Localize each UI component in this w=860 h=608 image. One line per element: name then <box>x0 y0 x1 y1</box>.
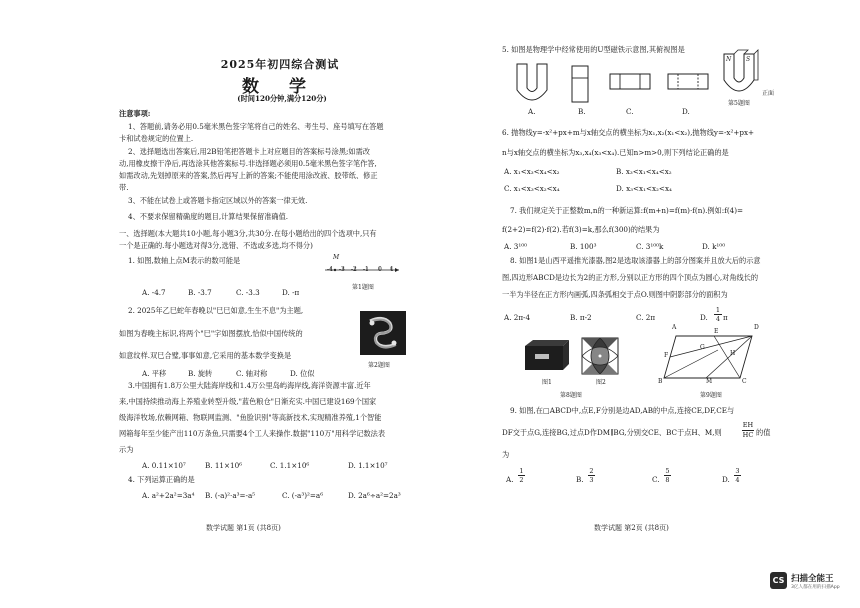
point-label-c: C <box>742 378 747 385</box>
q8-caption: 第8题图 <box>560 392 582 399</box>
q9-option-d: D. <box>722 475 730 484</box>
q2-line: 如意纹样.双巳合璧,事事如意,它采用的基本数学变换是 <box>119 351 292 360</box>
q9-option-a-fraction <box>518 467 525 484</box>
notice-line: 4、不要求保留精确度的题目,计算结果保留准确值. <box>128 212 289 221</box>
q1-option-b: B. -3.7 <box>188 288 212 297</box>
section-heading: 一个是正确的.每小题选对得3分,选错、不选或多选,均不得分) <box>119 241 313 250</box>
magnet-s-label: S <box>746 56 751 63</box>
exam-title: 2025年初四综合测试 <box>220 58 340 71</box>
eh-hc-ratio <box>742 421 754 440</box>
q1-caption: 第1题图 <box>352 284 374 291</box>
fraction-numerator: 3 <box>735 467 740 475</box>
point-label-b: B <box>658 378 663 385</box>
fig1-label: 图1 <box>542 379 552 386</box>
q9-option-b-fraction <box>588 467 595 484</box>
fraction-numerator: 1 <box>715 306 721 314</box>
q9-line: DF交于点G,连接BG,过点D作DM∥BG,分别交CE、BC于点H、M,则 <box>502 428 722 437</box>
q7-line: 7. 我们规定关于正整数m,n的一种新运算:f(m+n)=f(m)·f(n).例如:f(4)= <box>510 206 744 215</box>
point-label-a: A <box>672 324 677 331</box>
fraction-denominator: 4 <box>715 315 721 323</box>
q9-caption: 第9题图 <box>700 392 722 399</box>
q3-line: 网箱每年至少能产出110万条鱼,只需要4个工人来操作.数据"110万"用科学记数法表 <box>119 429 386 438</box>
notice-line: 带. <box>119 183 129 192</box>
q5-stem: 5. 如图是物理学中经常使用的U型磁铁示意图,其俯视图是 <box>502 45 685 54</box>
q3-line: 来,中国持续推动海上养殖业转型升级,"蓝色粮仓"日渐充实.中国已建设169个国家 <box>119 397 377 406</box>
q4-option-b: B. (-a)²·a³=-a⁵ <box>205 491 256 500</box>
q1-option-c: C. -3.3 <box>236 288 260 297</box>
q6-line: 6. 抛物线y=-x²+px+m与x轴交点的横坐标为x₁,x₂(x₁<x₂),抛物线y=-x²+px+ <box>502 128 755 137</box>
q3-option-c: C. 1.1×10⁶ <box>270 461 310 470</box>
q9-option-c: C. <box>652 475 660 484</box>
square-arcs-figure <box>580 336 620 376</box>
q9-option-b: B. <box>576 475 584 484</box>
q5-option-b-figure <box>570 64 590 104</box>
spring-festival-logo <box>360 311 406 355</box>
section-heading: 一、选择题(本大题共10小题,每小题3分,共30分.在每小题给出的四个选项中,只有 <box>119 229 377 238</box>
q1-stem: 1. 如图,数轴上点M表示的数可能是 <box>128 256 241 265</box>
q8-option-d-fraction <box>714 306 722 323</box>
subject-title: 数 学 <box>242 77 318 97</box>
point-m-label: M <box>333 254 340 261</box>
q2-option-a: A. 平移 <box>142 369 167 378</box>
notice-line: 1、答题前,请务必用0.5毫米黑色签字笔将自己的姓名、考生号、座号填写在答题 <box>128 122 384 131</box>
right-footer: 数学试题 第2页 (共8页) <box>594 524 669 532</box>
q8-option-a: A. 2π-4 <box>504 313 531 322</box>
right-page <box>430 0 860 608</box>
point-label-d: D <box>754 324 759 331</box>
point-label-e: E <box>714 328 719 335</box>
axis-tick-label: -4 <box>327 266 333 273</box>
q5-option-a-figure <box>515 62 549 104</box>
q2-line: 如图为春晚主标识,将两个"巳"字如图摆放,恰似中国传统的 <box>119 329 303 338</box>
q8-line: 图,四边形ABCD是边长为2的正方形,分别以正方形的四个顶点为圆心,对角线长的 <box>502 273 759 282</box>
watermark-subtitle: 3亿人都在用的扫描App <box>791 585 840 590</box>
q3-line: 示为 <box>119 445 134 454</box>
q5-option-d: D. <box>682 107 690 116</box>
fraction-numerator: 1 <box>519 467 524 475</box>
q7-option-b: B. 100³ <box>570 242 597 251</box>
q5-option-b: B. <box>578 107 586 116</box>
q8-option-d-prefix: D. <box>700 313 708 322</box>
q6-option-c: C. x₁<x₃<x₂<x₄ <box>504 184 560 193</box>
q8-option-c: C. 2π <box>636 313 656 322</box>
q2-caption: 第2题图 <box>368 362 390 369</box>
notice-heading: 注意事项: <box>119 109 151 118</box>
q4-stem: 4. 下列运算正确的是 <box>128 475 195 484</box>
q6-line: n与x轴交点的横坐标为x₃,x₄(x₃<x₄).已知n>m>0,则下列结论正确的是 <box>502 148 729 157</box>
axis-tick-label: 1 <box>390 266 394 273</box>
axis-tick-label: 0 <box>378 266 382 273</box>
point-label-m: M <box>706 378 713 385</box>
q9-line: 的值 <box>756 428 771 437</box>
q9-line: 9. 如图,在□ABCD中,点E,F分别是边AD,AB的中点,连接CE,DF,CE与 <box>510 406 735 415</box>
q1-option-a: A. -4.7 <box>142 288 166 297</box>
ratio-numerator: EH <box>742 421 754 429</box>
notice-line: 2、选择题选出答案后,用2B铅笔把答题卡上对应题目的答案标号涂黑;如需改 <box>128 147 370 156</box>
q6-option-d: D. x₃<x₁<x₂<x₄ <box>616 184 672 193</box>
q8-line: 一半为半径在正方形内画弧,四条弧相交于点O.则图中阴影部分的面积为 <box>502 290 728 299</box>
fraction-numerator: 2 <box>589 467 594 475</box>
q8-line: 8. 如图1是山西平遥推光漆器,图2是选取该漆器上的部分图案并且放大后的示意 <box>510 256 761 265</box>
q5-option-a: A. <box>528 107 536 116</box>
front-label: 正面 <box>762 90 775 97</box>
point-label-h: H <box>730 350 736 357</box>
q5-option-d-figure <box>666 72 710 92</box>
axis-tick-label: -2 <box>351 266 357 273</box>
q7-option-d: D. k¹⁰⁰ <box>702 242 726 251</box>
notice-line: 动,用橡皮擦干净后,再选涂其他答案标号.非选择题必须用0.5毫米黑色签字笔作答, <box>119 159 377 168</box>
camscanner-logo-icon: CS <box>770 572 787 589</box>
notice-line: 3、不能在试卷上或答题卡指定区域以外的答案一律无效. <box>128 196 308 205</box>
q3-option-b: B. 11×10⁶ <box>205 461 243 470</box>
fraction-denominator: 4 <box>735 476 740 484</box>
q2-option-c: C. 轴对称 <box>236 369 268 378</box>
q7-line: f(2+2)=f(2)·f(2).若f(3)=k,那么f(300)的结果为 <box>502 225 660 234</box>
q1-option-d: D. -π <box>282 288 300 297</box>
q5-caption: 第5题图 <box>728 100 750 107</box>
fig2-label: 图2 <box>596 379 606 386</box>
magnet-n-label: N <box>726 56 732 63</box>
q4-option-c: C. (-a³)²=a⁶ <box>282 491 324 500</box>
ratio-denominator: HC <box>742 431 754 439</box>
q7-option-a: A. 3¹⁰⁰ <box>504 242 527 251</box>
watermark-title: 扫描全能王 <box>791 574 834 584</box>
q8-option-b: B. π-2 <box>570 313 592 322</box>
q3-option-d: D. 1.1×10⁷ <box>348 461 388 470</box>
q2-option-b: B. 旋转 <box>188 369 213 378</box>
q2-option-d: D. 位似 <box>290 369 315 378</box>
q4-option-a: A. a²+2a²=3a⁴ <box>142 491 195 500</box>
time-info: (时间120分钟,满分120分) <box>237 94 327 103</box>
point-label-f: F <box>664 352 669 359</box>
left-footer: 数学试题 第1页 (共8页) <box>206 524 281 532</box>
q6-option-b: B. x₃<x₁<x₄<x₂ <box>616 167 672 176</box>
fraction-denominator: 2 <box>519 476 524 484</box>
axis-tick-label: -1 <box>363 266 369 273</box>
fraction-denominator: 8 <box>665 476 670 484</box>
point-label-g: G <box>700 344 705 351</box>
q5-option-c: C. <box>626 107 634 116</box>
q3-line: 3.中国拥有1.8万公里大陆海岸线和1.4万公里岛屿海岸线,海洋资源丰富.近年 <box>128 381 371 390</box>
q3-option-a: A. 0.11×10⁷ <box>142 461 186 470</box>
fraction-numerator: 5 <box>665 467 670 475</box>
q2-line: 2. 2025年乙巳蛇年春晚以"巳巳如意,生生不息"为主题, <box>128 306 304 315</box>
axis-tick-label: -3 <box>339 266 345 273</box>
q5-option-c-figure <box>608 72 652 92</box>
notice-line: 卡和试卷规定的位置上. <box>119 134 194 143</box>
q3-line: 级海洋牧场,依赖网箱、物联网监测、"鱼脸识别"等高新技术,实现精准养殖,1个智能 <box>119 413 382 422</box>
q7-option-c: C. 3¹⁰⁰k <box>636 242 664 251</box>
q8-option-d-pi: π <box>723 313 728 322</box>
q9-option-d-fraction <box>734 467 741 484</box>
q4-option-d: D. 2a⁶÷a²=2a³ <box>348 491 401 500</box>
q9-option-c-fraction <box>664 467 671 484</box>
q6-option-a: A. x₁<x₃<x₄<x₂ <box>504 167 560 176</box>
q9-option-a: A. <box>506 475 514 484</box>
q9-line: 为 <box>502 450 510 459</box>
notice-line: 如需改动,先划掉原来的答案,然后再写上新的答案;不能使用涂改液、胶带纸、修正 <box>119 171 378 180</box>
lacquer-box-photo <box>523 338 571 372</box>
fraction-denominator: 3 <box>589 476 594 484</box>
